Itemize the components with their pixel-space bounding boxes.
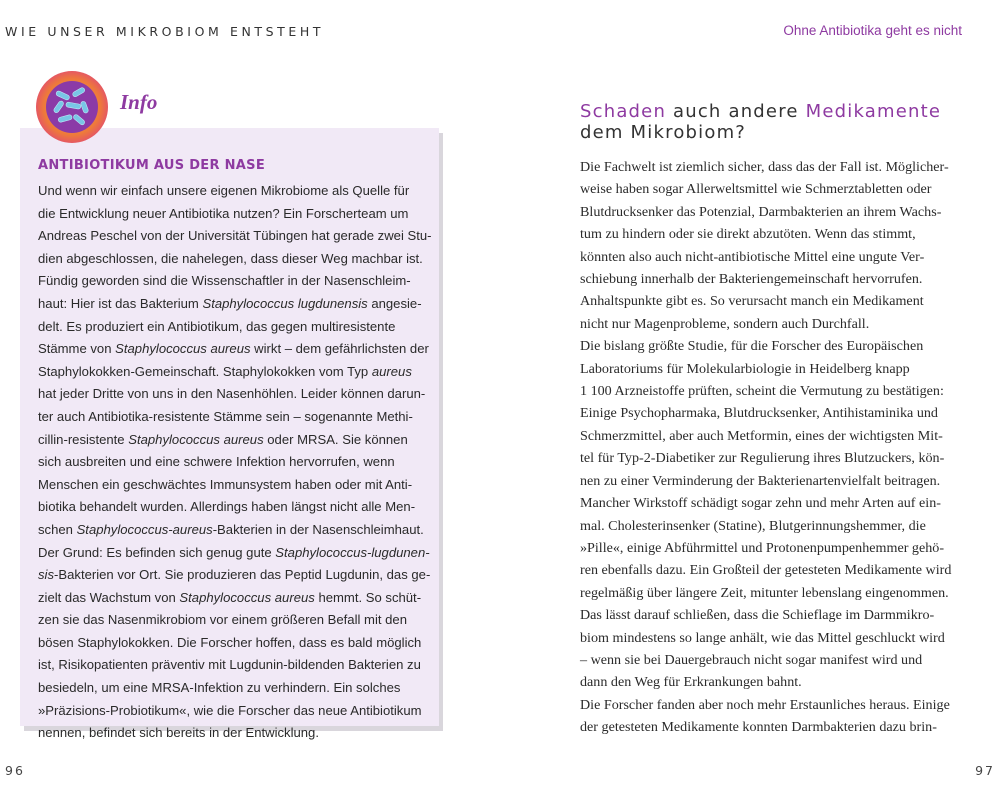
bacteria-icon	[36, 71, 108, 143]
body-text	[580, 156, 964, 739]
body-line: Das lässt darauf schließen, dass die Schieflage im Darmmikro-	[580, 607, 935, 624]
body-line: Blutdrucksenker das Potenzial, Darmbakterien an ihrem Wachs-	[580, 203, 942, 220]
text-run: wirkt – dem gefährlichsten der	[250, 341, 429, 357]
heading-text-1: auch andere	[666, 101, 806, 122]
info-box-line	[38, 203, 421, 226]
text-run: ter auch Antibiotika-resistente Stämme sein – sogenannte Methi-	[38, 408, 413, 424]
body-line: – wenn sie bei Dauergebrauch nicht sogar manifest wird und	[580, 651, 923, 668]
text-run: die Entwicklung neuer Antibiotika nutzen? Ein Forscherteam um	[38, 205, 409, 221]
body-line: Schmerzmittel, aber auch Metformin, eines der wichtigsten Mit-	[580, 427, 943, 444]
text-run: bösen Staphylokokken. Die Forscher hoffen, dass es bald möglich	[38, 634, 422, 650]
text-run: ist, Risikopatienten präventiv mit Lugdunin-bildenden Bakterien zu	[38, 657, 421, 673]
body-line: könnten also auch nicht-antibiotische Mittel eine ungute Ver-	[580, 248, 925, 265]
body-line: schiebung innerhalb der Bakteriengemeinschaft hervorrufen.	[580, 271, 923, 288]
body-line: regelmäßig über längere Zeit, mitunter lebenslang eingenommen.	[580, 584, 949, 601]
info-box-line	[38, 474, 421, 497]
info-box-line	[38, 519, 424, 542]
body-line: nicht nur Magenprobleme, sondern auch Durchfall.	[580, 315, 870, 332]
text-run: delt. Es produziert ein Antibiotikum, das gegen multiresistente	[38, 318, 396, 334]
body-line: nen zu einer Verminderung der Bakterienartenvielfalt beitragen.	[580, 472, 941, 489]
info-box-line	[38, 361, 421, 384]
heading-text-2: dem Mikrobiom?	[580, 122, 747, 143]
body-line: Die Forscher fanden aber noch mehr Erstaunliches heraus. Einige	[580, 696, 950, 713]
text-run: Stämme von	[38, 341, 116, 357]
text-run: nennen, befindet sich bereits in der Entwicklung.	[38, 725, 319, 741]
body-line: tel für Typ-2-Diabetiker zur Regulierung ihres Blutzuckers, kön-	[580, 450, 945, 467]
body-line: Anhaltspunkte gibt es. So verursacht manch ein Medikament	[580, 293, 924, 310]
info-box-line	[38, 293, 421, 316]
info-box-line	[38, 406, 421, 429]
info-box-text	[38, 180, 432, 745]
running-header-right: Ohne Antibiotika geht es nicht	[783, 23, 962, 38]
text-run: zielt das Wachstum von	[38, 589, 180, 605]
info-box-line	[38, 654, 421, 677]
text-run: »Präzisions-Probiotikum«, wie die Forscher das neue Antibiotikum	[38, 702, 422, 718]
species-name: Staphylococcus aureus	[115, 341, 251, 357]
info-box-line	[38, 700, 421, 723]
info-box-line	[38, 451, 421, 474]
info-box-line	[38, 542, 430, 565]
text-run: hemmt. So schüt-	[314, 589, 422, 605]
page-number-left: 96	[5, 763, 25, 778]
body-line: tum zu hindern oder sie direkt abzutöten. Wenn das stimmt,	[580, 226, 916, 243]
info-box-line	[38, 270, 421, 293]
text-run: haut: Hier ist das Bakterium	[38, 295, 203, 311]
body-line: Die Fachwelt ist ziemlich sicher, dass das der Fall ist. Möglicher-	[580, 159, 949, 175]
heading-highlight-1: Schaden	[580, 101, 667, 122]
info-box-line	[38, 316, 421, 339]
text-run: oder MRSA. Sie können	[263, 431, 408, 447]
body-line: »Pille«, einige Abführmittel und Protonenpumpenhemmer gehö-	[580, 539, 945, 556]
species-name: aureus	[371, 363, 412, 379]
section-heading	[580, 101, 941, 143]
info-box-line	[38, 383, 426, 406]
species-name: Staphylococcus-aureus	[76, 521, 213, 537]
info-box-line	[38, 338, 429, 361]
text-run: Und wenn wir einfach unsere eigenen Mikrobiome als Quelle für	[38, 183, 410, 198]
body-line: ren ebenfalls dazu. Ein Großteil der getesteten Medikamente wird	[580, 562, 952, 579]
species-name: Staphylococcus lugdunensis	[202, 295, 368, 311]
body-line: dann den Weg für Erkrankungen bahnt.	[580, 674, 802, 691]
body-line: Mancher Wirkstoff schädigt sogar zehn und mehr Arten auf ein-	[580, 495, 941, 512]
info-box-line	[38, 225, 432, 248]
text-run: -Bakterien in der Nasenschleimhaut.	[212, 521, 424, 537]
running-header-left: WIE UNSER MIKROBIOM ENTSTEHT	[5, 24, 325, 39]
body-line: weise haben sogar Allerweltsmittel wie Schmerztabletten oder	[580, 181, 932, 198]
text-run: Fündig geworden sind die Wissenschaftler in der Nasenschleim-	[38, 273, 411, 289]
text-run: dien abgeschlossen, die nahelegen, dass dieser Weg machbar ist.	[38, 250, 423, 266]
species-name: Staphylococcus-lugdunen-	[275, 544, 430, 560]
heading-highlight-2: Medikamente	[805, 101, 942, 122]
info-box-line	[38, 564, 431, 587]
body-line: Die bislang größte Studie, für die Forscher des Europäischen	[580, 338, 924, 355]
text-run: Andreas Peschel von der Universität Tübingen hat gerade zwei Stu-	[38, 228, 432, 244]
species-name: Staphylococcus aureus	[179, 589, 315, 605]
text-run: schen	[38, 521, 77, 537]
text-run: -Bakterien vor Ort. Sie produzieren das Peptid Lugdunin, das ge-	[54, 567, 431, 583]
info-box-line	[38, 677, 421, 700]
text-run: sich ausbreiten und eine schwere Infektion hervorrufen, wenn	[38, 454, 395, 470]
info-label: Info	[120, 90, 158, 114]
species-name: Staphylococcus aureus	[128, 431, 264, 447]
text-run: hat jeder Dritte von uns in den Nasenhöhlen. Leider können darun-	[38, 386, 426, 402]
body-line: Laboratoriums für Molekularbiologie in Heidelberg knapp	[580, 360, 910, 377]
info-box-title: ANTIBIOTIKUM AUS DER NASE	[38, 158, 266, 173]
info-box-line	[38, 496, 421, 519]
text-run: besiedeln, um eine MRSA-Infektion zu verhindern. Ein solches	[38, 680, 401, 696]
body-line: biom mindestens so lange anhält, wie das Mittel geschluckt wird	[580, 629, 945, 646]
text-run: cillin-resistente	[38, 431, 129, 447]
page-number-right: 97	[975, 763, 995, 778]
info-box	[20, 128, 439, 741]
body-line: Einige Psychopharmaka, Blutdrucksenker, Antihistaminika und	[580, 405, 938, 422]
text-run: Staphylokokken-Gemeinschaft. Staphylokokken vom Typ	[38, 363, 372, 379]
info-box-line	[38, 248, 421, 271]
body-line: der getesteten Medikamente konnten Darmbakterien dazu brin-	[580, 719, 937, 736]
info-box-line	[38, 587, 421, 610]
text-run: Der Grund: Es befinden sich genug gute	[38, 544, 276, 560]
info-box-line	[38, 632, 421, 655]
info-box-line	[38, 609, 421, 632]
body-line: 1 100 Arzneistoffe prüften, scheint die Vermutung zu bestätigen:	[580, 383, 944, 400]
text-run: Menschen ein geschwächtes Immunsystem haben oder mit Anti-	[38, 476, 413, 492]
text-run: angesie-	[367, 295, 422, 311]
info-box-line	[38, 722, 421, 745]
species-name: sis	[38, 567, 55, 583]
text-run: biotika behandelt wurden. Allerdings haben längst nicht alle Men-	[38, 499, 416, 515]
info-box-line	[38, 429, 421, 452]
text-run: zen sie das Nasenmikrobiom vor einem größeren Befall mit den	[38, 612, 407, 628]
body-line: mal. Cholesterinsenker (Statine), Blutgerinnungshemmer, die	[580, 517, 926, 534]
info-box-line	[38, 180, 421, 203]
